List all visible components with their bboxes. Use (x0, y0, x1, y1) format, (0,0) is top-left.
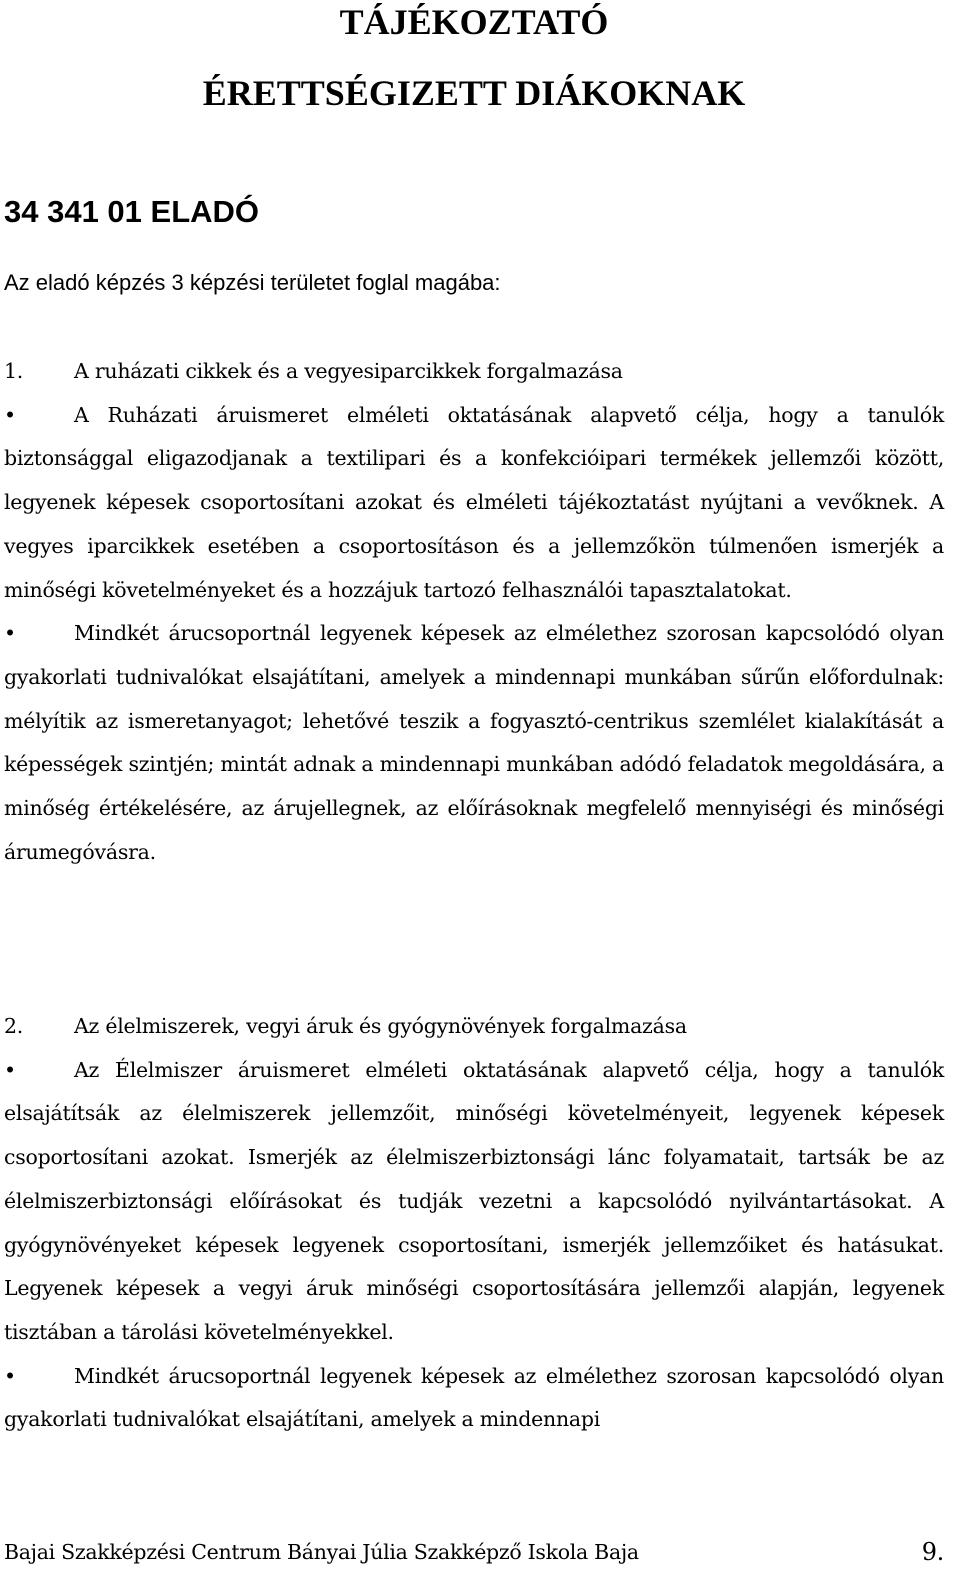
bullet-icon: • (4, 1363, 16, 1388)
page-number: 9. (921, 1538, 944, 1566)
bullet-text: A Ruházati áruismeret elméleti oktatásának alapvető célja, hogy a tanulók biztonsággal eligazodjanak a textilipari és a konfekcióipari termékek jellemzői között, legyenek képesek csoportosítani azokat és elméleti tájékoztatást nyújtani a vevőknek. A vegyes iparcikkek esetében a csoportosításon és a jellemzőkön túlmenően ismerjék a minőségi követelményeket és a hozzájuk tartozó felhasználói tapasztalatokat. (4, 402, 944, 602)
bullet-paragraph (4, 1049, 944, 1355)
section-1 (4, 350, 944, 874)
bullet-text: Az Élelmiszer áruismeret elméleti oktatásának alapvető célja, hogy a tanulók elsajátítsák az élelmiszerek jellemzőit, minőségi követelményeit, legyenek képesek csoportosítani azokat. Ismerjék az élelmiszerbiztonsági lánc folyamatait, tartsák be az élelmiszerbiztonsági előírásokat és tudják vezetni a kapcsolódó nyilvántartásokat. A gyógynövényeket képesek legyenek csoportosítani, ismerjék jellemzőiket és hatásukat. Legyenek képesek a vegyi áruk minőségi csoportosítására jellemzői alapján, legyenek tisztában a tárolási követelményekkel. (4, 1057, 944, 1344)
section-2-heading (4, 1005, 944, 1049)
bullet-icon: • (4, 1057, 16, 1082)
section-1-heading (4, 350, 944, 394)
section-title: Az élelmiszerek, vegyi áruk és gyógynövények forgalmazása (74, 1014, 687, 1038)
bullet-icon: • (4, 621, 16, 646)
document-title: TÁJÉKOZTATÓ (339, 2, 609, 42)
section-number: 1. (4, 359, 24, 383)
bullet-paragraph (4, 612, 944, 874)
document-title-line-2: ÉRETTSÉGIZETT DIÁKOKNAK (202, 73, 746, 113)
footer-institution: Bajai Szakképzési Centrum Bányai Júlia Szakképző Iskola Baja (4, 1540, 639, 1564)
program-code-heading: 34 341 01 ELADÓ (4, 194, 260, 229)
section-2 (4, 1005, 944, 1442)
bullet-paragraph (4, 1355, 944, 1442)
section-number: 2. (4, 1014, 24, 1038)
intro-paragraph: Az eladó képzés 3 képzési területet foglal magába: (4, 270, 501, 295)
bullet-paragraph (4, 394, 944, 613)
bullet-icon: • (4, 402, 16, 427)
bullet-text: Mindkét árucsoportnál legyenek képesek az elmélethez szorosan kapcsolódó olyan gyakorlati tudnivalókat elsajátítani, amelyek a mindennapi (4, 1363, 944, 1432)
page-footer (4, 1534, 944, 1570)
bullet-text: Mindkét árucsoportnál legyenek képesek az elmélethez szorosan kapcsolódó olyan gyakorlati tudnivalókat elsajátítani, amelyek a mindennapi munkában sűrűn előfordulnak: mélyítik az ismeretanyagot; lehetővé teszik a fogyasztó-centrikus szemlélet kialakítását a képességek szintjén; mintát adnak a mindennapi munkában adódó feladatok megoldására, a minőség értékelésére, az árujellegnek, az előírásoknak megfelelő mennyiségi és minőségi árumegóvásra. (4, 621, 944, 864)
section-title: A ruházati cikkek és a vegyesiparcikkek forgalmazása (74, 359, 623, 383)
